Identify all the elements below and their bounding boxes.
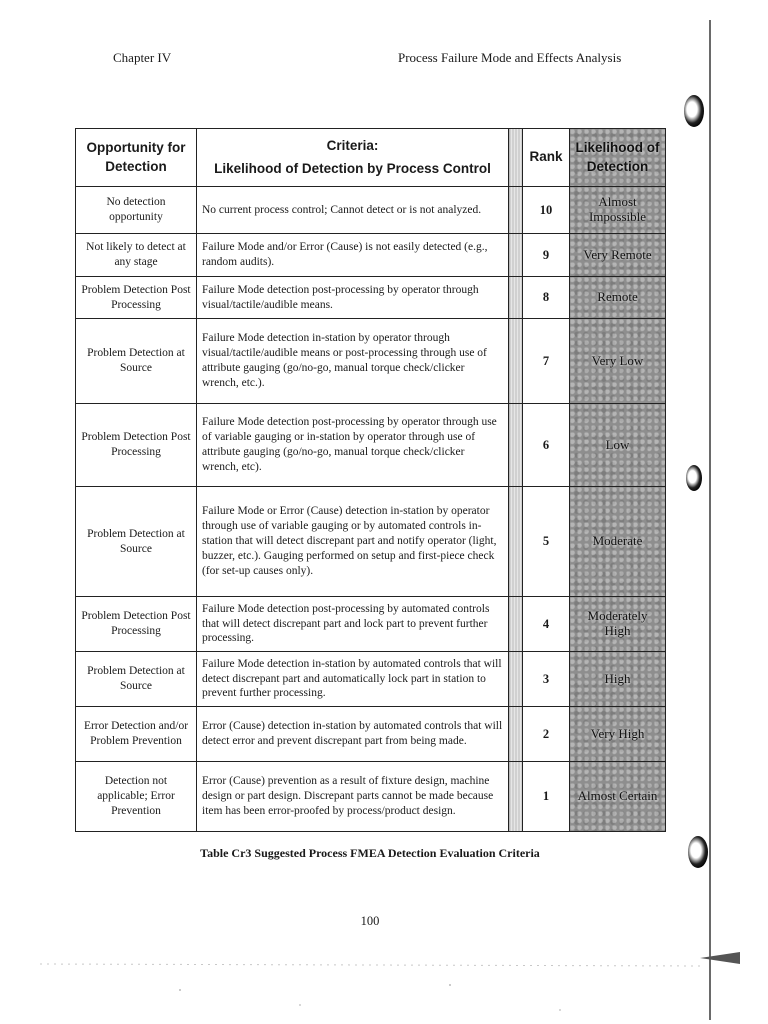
binder-hole-icon bbox=[684, 95, 704, 127]
opportunity-cell: Problem Detection Post Processing bbox=[76, 597, 197, 652]
likelihood-cell bbox=[570, 597, 666, 652]
opportunity-cell: No detection opportunity bbox=[76, 187, 197, 234]
criteria-cell: Failure Mode or Error (Cause) detection in-station by operator through use of variable gauging or by automated controls in-station that will detect discrepant part and notify operator (light, buzzer, etc.). Gauging performed on setup and first-piece check (for set-up causes only). bbox=[197, 487, 509, 597]
rank-header: Rank bbox=[523, 129, 570, 187]
table-row bbox=[76, 762, 666, 832]
likelihood-text: Very Remote bbox=[583, 246, 652, 262]
scan-stripe bbox=[509, 129, 523, 187]
rank-cell: 1 bbox=[523, 762, 570, 832]
scan-stripe bbox=[509, 234, 523, 277]
likelihood-text: Almost Certain bbox=[577, 788, 658, 804]
criteria-header-title: Criteria: bbox=[326, 138, 379, 154]
likelihood-text: Low bbox=[605, 436, 630, 452]
rank-cell: 8 bbox=[523, 277, 570, 319]
table-row bbox=[76, 277, 666, 319]
rank-cell: 9 bbox=[523, 234, 570, 277]
criteria-cell: No current process control; Cannot detect or is not analyzed. bbox=[197, 187, 509, 234]
opportunity-cell: Problem Detection Post Processing bbox=[76, 404, 197, 487]
rank-cell: 5 bbox=[523, 487, 570, 597]
page-number: 100 bbox=[360, 914, 380, 928]
criteria-cell: Failure Mode detection in-station by automated controls that will detect discrepant part and automatically lock part in station to prevent further processing. bbox=[197, 652, 509, 707]
table-row bbox=[76, 652, 666, 707]
opportunity-cell: Problem Detection at Source bbox=[76, 652, 197, 707]
likelihood-cell bbox=[570, 487, 666, 597]
scan-stripe bbox=[509, 707, 523, 762]
opportunity-header: Opportunity for Detection bbox=[76, 129, 197, 187]
detection-criteria-table bbox=[75, 128, 666, 832]
table-row bbox=[76, 187, 666, 234]
likelihood-cell bbox=[570, 404, 666, 487]
likelihood-text: Very Low bbox=[591, 352, 644, 368]
rank-cell: 10 bbox=[523, 187, 570, 234]
opportunity-cell: Detection not applicable; Error Prevention bbox=[76, 762, 197, 832]
table-row bbox=[76, 404, 666, 487]
likelihood-text: Remote bbox=[597, 289, 638, 305]
table-row bbox=[76, 234, 666, 277]
table-caption: Table Cr3 Suggested Process FMEA Detection Evaluation Criteria bbox=[200, 846, 540, 860]
likelihood-text: High bbox=[604, 670, 631, 686]
criteria-cell: Error (Cause) detection in-station by automated controls that will detect error and prevent discrepant part from being made. bbox=[197, 707, 509, 762]
rank-cell: 4 bbox=[523, 597, 570, 652]
likelihood-text: Moderately High bbox=[587, 608, 648, 638]
binder-hole-icon bbox=[688, 836, 708, 868]
likelihood-text: Moderate bbox=[592, 533, 643, 549]
likelihood-cell bbox=[570, 319, 666, 404]
scan-stripe bbox=[509, 597, 523, 652]
likelihood-text: Very High bbox=[590, 725, 645, 741]
criteria-header bbox=[197, 129, 509, 187]
criteria-cell: Failure Mode detection post-processing by operator through use of variable gauging or in-station by operator through use of attribute gauging (go/no-go, manual torque check/clicker wrench, etc). bbox=[197, 404, 509, 487]
likelihood-cell bbox=[570, 277, 666, 319]
scan-stripe bbox=[509, 277, 523, 319]
criteria-cell: Failure Mode detection in-station by operator through visual/tactile/audible means or post-processing through use of attribute gauging (go/no-go, manual torque check/clicker wrench, etc.). bbox=[197, 319, 509, 404]
likelihood-cell bbox=[570, 234, 666, 277]
likelihood-header-text: Likelihood of Detection bbox=[575, 140, 660, 174]
likelihood-text: Almost Impossible bbox=[588, 194, 647, 224]
opportunity-cell: Problem Detection Post Processing bbox=[76, 277, 197, 319]
likelihood-cell bbox=[570, 652, 666, 707]
chapter-header: Chapter IV bbox=[113, 50, 172, 65]
table-row bbox=[76, 707, 666, 762]
rank-cell: 6 bbox=[523, 404, 570, 487]
scan-stripe bbox=[509, 187, 523, 234]
rank-cell: 2 bbox=[523, 707, 570, 762]
table-row bbox=[76, 487, 666, 597]
criteria-header-subtitle: Likelihood of Detection by Process Control bbox=[214, 160, 491, 176]
rank-cell: 7 bbox=[523, 319, 570, 404]
table-row bbox=[76, 597, 666, 652]
table-row bbox=[76, 319, 666, 404]
binder-hole-icon bbox=[686, 465, 702, 491]
scan-stripe bbox=[509, 652, 523, 707]
likelihood-cell bbox=[570, 762, 666, 832]
likelihood-header bbox=[570, 129, 666, 187]
likelihood-cell bbox=[570, 707, 666, 762]
criteria-cell: Failure Mode and/or Error (Cause) is not easily detected (e.g., random audits). bbox=[197, 234, 509, 277]
page-edge-line bbox=[709, 20, 711, 1020]
criteria-cell: Failure Mode detection post-processing by automated controls that will detect discrepant part and lock part to prevent further processing. bbox=[197, 597, 509, 652]
likelihood-cell bbox=[570, 187, 666, 234]
section-header: Process Failure Mode and Effects Analysis bbox=[398, 50, 622, 65]
scan-stripe bbox=[509, 762, 523, 832]
rank-cell: 3 bbox=[523, 652, 570, 707]
table-header-row bbox=[76, 129, 666, 187]
opportunity-cell: Problem Detection at Source bbox=[76, 319, 197, 404]
opportunity-cell: Problem Detection at Source bbox=[76, 487, 197, 597]
scan-stripe bbox=[509, 487, 523, 597]
opportunity-cell: Error Detection and/or Problem Prevention bbox=[76, 707, 197, 762]
scan-noise bbox=[0, 950, 768, 1024]
scan-stripe bbox=[509, 319, 523, 404]
criteria-cell: Error (Cause) prevention as a result of fixture design, machine design or part design. Discrepant parts cannot be made because item has been error-proofed by process/product design. bbox=[197, 762, 509, 832]
criteria-cell: Failure Mode detection post-processing by operator through visual/tactile/audible means. bbox=[197, 277, 509, 319]
opportunity-cell: Not likely to detect at any stage bbox=[76, 234, 197, 277]
scan-stripe bbox=[509, 404, 523, 487]
